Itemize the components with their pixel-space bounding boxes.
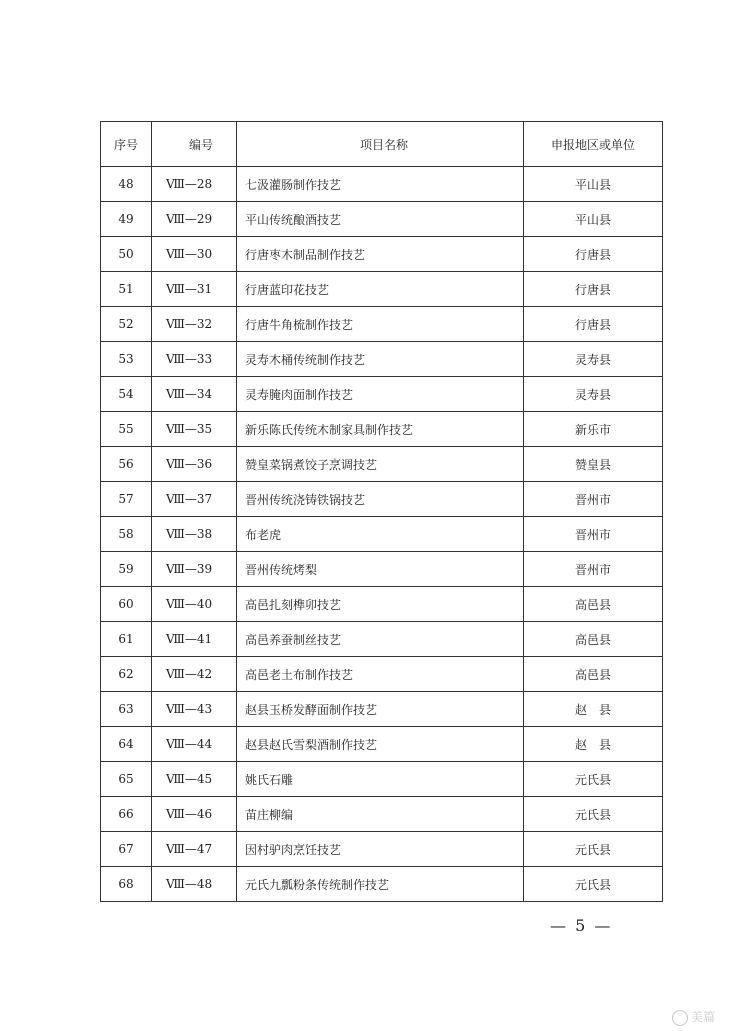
row-region: 元氏县 bbox=[524, 797, 663, 832]
row-seq: 67 bbox=[101, 832, 152, 867]
table-row bbox=[101, 307, 663, 342]
row-region: 元氏县 bbox=[524, 762, 663, 797]
meipian-logo-icon bbox=[672, 1010, 688, 1026]
row-region: 行唐县 bbox=[524, 237, 663, 272]
row-code: Ⅷ—35 bbox=[152, 412, 237, 447]
row-name: 灵寿木桶传统制作技艺 bbox=[237, 342, 524, 377]
table-row bbox=[101, 867, 663, 902]
row-region: 元氏县 bbox=[524, 867, 663, 902]
table-body bbox=[101, 167, 663, 902]
table-row bbox=[101, 167, 663, 202]
row-code: Ⅷ—44 bbox=[152, 727, 237, 762]
row-seq: 55 bbox=[101, 412, 152, 447]
table-row bbox=[101, 202, 663, 237]
row-code: Ⅷ—38 bbox=[152, 517, 237, 552]
row-code: Ⅷ—45 bbox=[152, 762, 237, 797]
row-seq: 61 bbox=[101, 622, 152, 657]
table-row bbox=[101, 237, 663, 272]
table-row bbox=[101, 622, 663, 657]
row-code: Ⅷ—28 bbox=[152, 167, 237, 202]
row-code: Ⅷ—39 bbox=[152, 552, 237, 587]
table-row bbox=[101, 517, 663, 552]
row-seq: 59 bbox=[101, 552, 152, 587]
row-seq: 64 bbox=[101, 727, 152, 762]
row-name: 布老虎 bbox=[237, 517, 524, 552]
header-name: 项目名称 bbox=[237, 122, 524, 167]
row-name: 晋州传统浇铸铁锅技艺 bbox=[237, 482, 524, 517]
row-region: 晋州市 bbox=[524, 517, 663, 552]
row-name: 七汲灌肠制作技艺 bbox=[237, 167, 524, 202]
row-name: 因村驴肉烹饪技艺 bbox=[237, 832, 524, 867]
row-region: 晋州市 bbox=[524, 482, 663, 517]
row-seq: 51 bbox=[101, 272, 152, 307]
row-seq: 57 bbox=[101, 482, 152, 517]
row-seq: 60 bbox=[101, 587, 152, 622]
row-name: 元氏九瓢粉条传统制作技艺 bbox=[237, 867, 524, 902]
row-code: Ⅷ—41 bbox=[152, 622, 237, 657]
row-region: 平山县 bbox=[524, 202, 663, 237]
row-seq: 52 bbox=[101, 307, 152, 342]
watermark bbox=[672, 1008, 715, 1026]
row-code: Ⅷ—46 bbox=[152, 797, 237, 832]
table-row bbox=[101, 727, 663, 762]
table-row bbox=[101, 482, 663, 517]
row-name: 新乐陈氏传统木制家具制作技艺 bbox=[237, 412, 524, 447]
row-seq: 66 bbox=[101, 797, 152, 832]
row-region: 灵寿县 bbox=[524, 342, 663, 377]
row-code: Ⅷ—37 bbox=[152, 482, 237, 517]
row-name: 行唐牛角梳制作技艺 bbox=[237, 307, 524, 342]
table-row bbox=[101, 762, 663, 797]
row-name: 高邑扎刻榫卯技艺 bbox=[237, 587, 524, 622]
row-region: 高邑县 bbox=[524, 587, 663, 622]
table-header-row bbox=[101, 122, 663, 167]
row-seq: 54 bbox=[101, 377, 152, 412]
row-name: 苗庄柳编 bbox=[237, 797, 524, 832]
row-name: 赵县玉桥发酵面制作技艺 bbox=[237, 692, 524, 727]
row-code: Ⅷ—32 bbox=[152, 307, 237, 342]
table-row bbox=[101, 552, 663, 587]
row-code: Ⅷ—34 bbox=[152, 377, 237, 412]
row-name: 高邑老土布制作技艺 bbox=[237, 657, 524, 692]
row-name: 高邑养蚕制丝技艺 bbox=[237, 622, 524, 657]
row-seq: 63 bbox=[101, 692, 152, 727]
table-row bbox=[101, 587, 663, 622]
table-row bbox=[101, 412, 663, 447]
table-row bbox=[101, 797, 663, 832]
row-seq: 48 bbox=[101, 167, 152, 202]
page-number: — 5 — bbox=[550, 916, 613, 935]
table-row bbox=[101, 692, 663, 727]
row-region: 高邑县 bbox=[524, 622, 663, 657]
row-name: 行唐蓝印花技艺 bbox=[237, 272, 524, 307]
row-code: Ⅷ—48 bbox=[152, 867, 237, 902]
row-region: 行唐县 bbox=[524, 272, 663, 307]
table-row bbox=[101, 832, 663, 867]
row-seq: 68 bbox=[101, 867, 152, 902]
table-row bbox=[101, 657, 663, 692]
row-name: 赞皇菜锅煮饺子烹调技艺 bbox=[237, 447, 524, 482]
row-code: Ⅷ—30 bbox=[152, 237, 237, 272]
row-region: 新乐市 bbox=[524, 412, 663, 447]
row-code: Ⅷ—40 bbox=[152, 587, 237, 622]
row-name: 赵县赵氏雪梨酒制作技艺 bbox=[237, 727, 524, 762]
row-seq: 49 bbox=[101, 202, 152, 237]
row-seq: 56 bbox=[101, 447, 152, 482]
row-name: 灵寿腌肉面制作技艺 bbox=[237, 377, 524, 412]
table-row bbox=[101, 342, 663, 377]
watermark-text: 美篇 bbox=[691, 1010, 716, 1024]
header-code: 编号 bbox=[152, 122, 237, 167]
table-row bbox=[101, 272, 663, 307]
row-seq: 65 bbox=[101, 762, 152, 797]
header-region: 申报地区或单位 bbox=[524, 122, 663, 167]
row-name: 晋州传统烤梨 bbox=[237, 552, 524, 587]
row-region: 行唐县 bbox=[524, 307, 663, 342]
header-seq: 序号 bbox=[101, 122, 152, 167]
table-row bbox=[101, 447, 663, 482]
row-region: 赵 县 bbox=[524, 727, 663, 762]
row-code: Ⅷ—47 bbox=[152, 832, 237, 867]
row-code: Ⅷ—43 bbox=[152, 692, 237, 727]
row-code: Ⅷ—33 bbox=[152, 342, 237, 377]
row-seq: 62 bbox=[101, 657, 152, 692]
row-region: 赵 县 bbox=[524, 692, 663, 727]
row-name: 姚氏石雕 bbox=[237, 762, 524, 797]
table-row bbox=[101, 377, 663, 412]
heritage-project-table bbox=[100, 121, 663, 902]
row-region: 平山县 bbox=[524, 167, 663, 202]
row-code: Ⅷ—29 bbox=[152, 202, 237, 237]
row-name: 行唐枣木制品制作技艺 bbox=[237, 237, 524, 272]
row-region: 元氏县 bbox=[524, 832, 663, 867]
row-region: 高邑县 bbox=[524, 657, 663, 692]
row-region: 晋州市 bbox=[524, 552, 663, 587]
row-name: 平山传统酿酒技艺 bbox=[237, 202, 524, 237]
row-seq: 58 bbox=[101, 517, 152, 552]
row-code: Ⅷ—36 bbox=[152, 447, 237, 482]
row-seq: 50 bbox=[101, 237, 152, 272]
row-code: Ⅷ—31 bbox=[152, 272, 237, 307]
row-code: Ⅷ—42 bbox=[152, 657, 237, 692]
row-region: 赞皇县 bbox=[524, 447, 663, 482]
row-seq: 53 bbox=[101, 342, 152, 377]
row-region: 灵寿县 bbox=[524, 377, 663, 412]
